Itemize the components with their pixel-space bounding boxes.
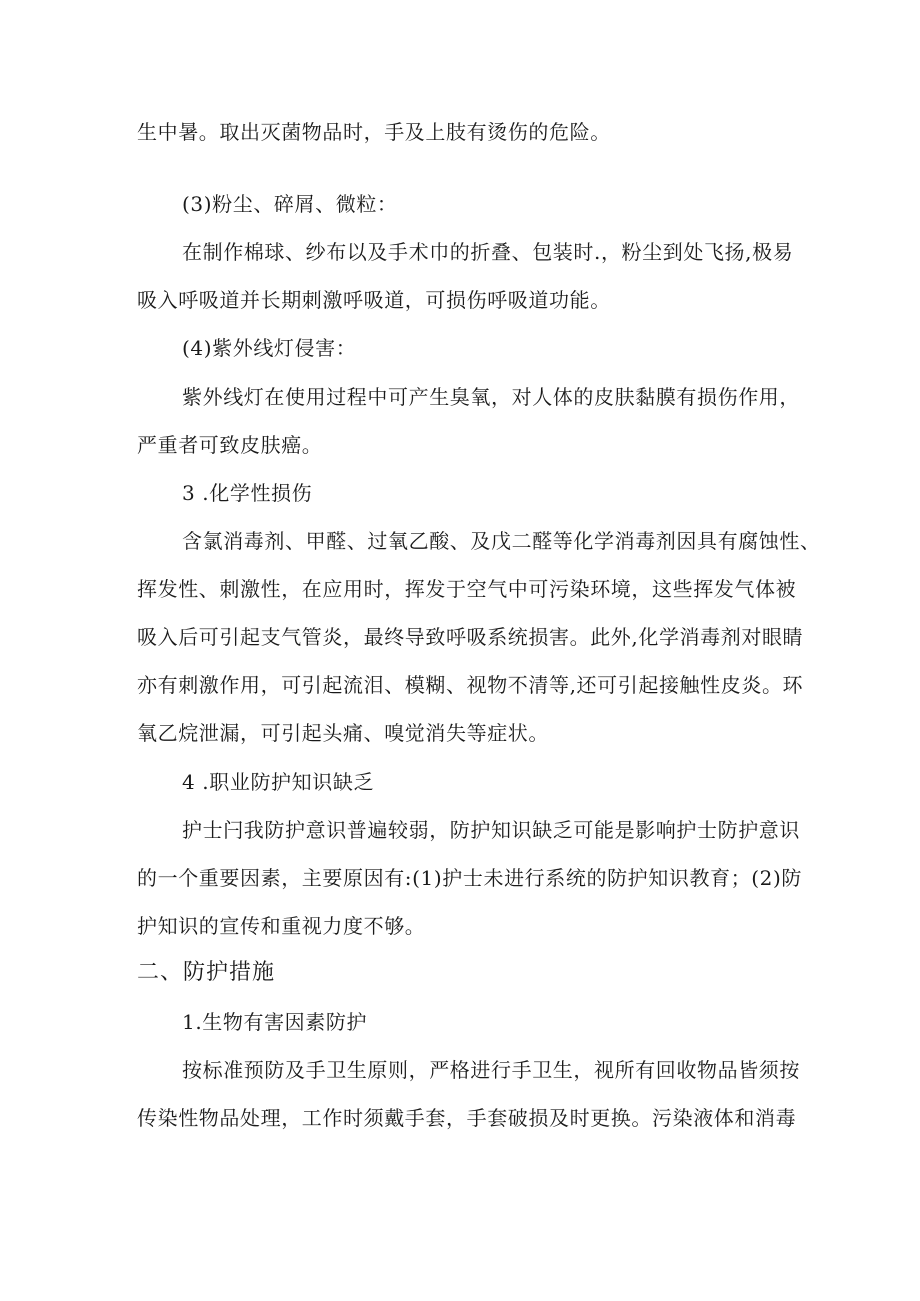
paragraph-line: 传染性物品处理，工作时须戴手套，手套破损及时更换。污染液体和消毒 — [137, 1106, 797, 1130]
section-heading-knowledge: 4 .职业防护知识缺乏 — [182, 770, 375, 794]
subheading-uv-lamp: (4)紫外线灯侵害： — [182, 336, 357, 360]
paragraph-line: 含氯消毒剂、甲醛、过氧乙酸、及戊二醛等化学消毒剂因具有腐蚀性、 — [182, 529, 821, 553]
paragraph-line: 的一个重要因素，主要原因有:(1)护士未进行系统的防护知识教育；(2)防 — [137, 866, 802, 890]
subheading-dust: (3)粉尘、碎屑、微粒： — [182, 192, 398, 216]
paragraph-line: 护士闩我防护意识普遍较弱，防护知识缺乏可能是影响护士防护意识 — [182, 818, 800, 842]
paragraph-line: 护知识的宣传和重视力度不够。 — [137, 914, 426, 938]
section-heading-chemical: 3 .化学性损伤 — [182, 481, 313, 505]
paragraph-line: 挥发性、刺激性，在应用时，挥发于空气中可污染环境，这些挥发气体被 — [137, 577, 797, 601]
paragraph-line: 严重者可致皮肤癌。 — [137, 433, 323, 457]
paragraph-line: 在制作棉球、纱布以及手术巾的折叠、包装时.，粉尘到处飞扬,极易 — [182, 240, 794, 264]
paragraph-line: 吸入呼吸道并长期刺激呼吸道，可损伤呼吸道功能。 — [137, 288, 611, 312]
paragraph-line: 紫外线灯在使用过程中可产生臭氧，对人体的皮肤黏膜有损伤作用， — [182, 385, 800, 409]
paragraph-line: 生中暑。取出灭菌物品时，手及上肢有烫伤的危险。 — [137, 120, 611, 144]
chapter-heading-protection: 二、防护措施 — [137, 960, 276, 985]
section-heading-biological: 1.生物有害因素防护 — [182, 1010, 368, 1034]
paragraph-line: 氧乙烷泄漏，可引起头痛、嗅觉消失等症状。 — [137, 721, 549, 745]
paragraph-line: 亦有刺激作用，可引起流泪、模糊、视物不清等,还可引起接触性皮炎。环 — [137, 673, 804, 697]
paragraph-line: 吸入后可引起支气管炎，最终导致呼吸系统损害。此外,化学消毒剂对眼睛 — [137, 625, 804, 649]
paragraph-line: 按标准预防及手卫生原则，严格进行手卫生，视所有回收物品皆须按 — [182, 1058, 800, 1082]
